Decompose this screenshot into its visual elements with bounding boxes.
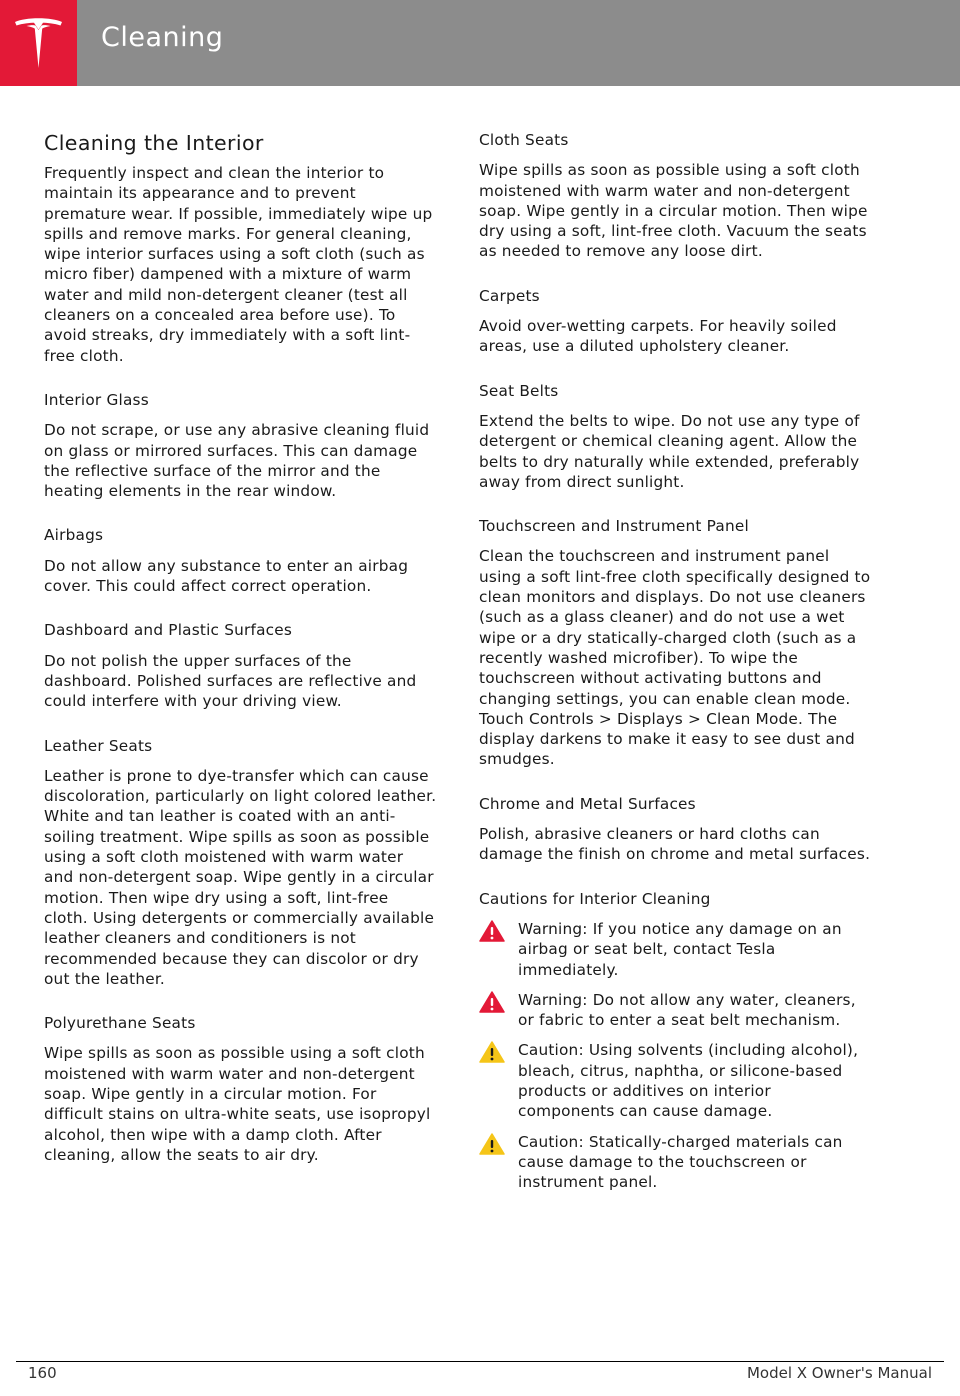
- warning-notice: [479, 990, 872, 1031]
- left-column: [44, 130, 437, 1189]
- paragraph-carpets: Avoid over-wetting carpets. For heavily soiled areas, use a diluted upholstery cleaner.: [479, 317, 837, 356]
- page-title: Cleaning: [101, 22, 224, 53]
- page-number: 160: [28, 1364, 57, 1382]
- intro-paragraph: Frequently inspect and clean the interior to maintain its appearance and to prevent premature wear. If possible, immediately wipe up spills and remove marks. For general cleaning, wipe interior surfaces using a soft cloth (such as micro fiber) dampened with a mixture of warm water and mild non-detergent cleaner (test all cleaners on a concealed area before use). To avoid streaks, dry immediately with a soft lint-free cloth.: [44, 164, 433, 365]
- warning-notice: [479, 919, 872, 980]
- subheading-cautions: Cautions for Interior Cleaning: [479, 889, 711, 908]
- subheading-interior-glass: Interior Glass: [44, 390, 149, 409]
- paragraph-chrome-metal: Polish, abrasive cleaners or hard cloths can damage the finish on chrome and metal surfaces.: [479, 825, 871, 864]
- paragraph-polyurethane-seats: Wipe spills as soon as possible using a soft cloth moistened with warm water and non-detergent soap. Wipe gently in a circular motion. For difficult stains on ultra-white seats, use isopropyl alcohol, then wipe with a damp cloth. After cleaning, allow the seats to air dry.: [44, 1044, 431, 1164]
- caution-notice: [479, 1040, 872, 1121]
- caution-icon: [479, 1041, 505, 1063]
- subheading-polyurethane-seats: Polyurethane Seats: [44, 1014, 196, 1033]
- page-header: [0, 0, 960, 86]
- warning-text: Warning: If you notice any damage on an airbag or seat belt, contact Tesla immediately.: [518, 919, 842, 979]
- footer-divider: [16, 1361, 944, 1362]
- tesla-logo-icon: [13, 15, 64, 71]
- subheading-airbags: Airbags: [44, 526, 104, 545]
- paragraph-seat-belts: Extend the belts to wipe. Do not use any type of detergent or chemical cleaning agent. Allow the belts to dry naturally while extended, preferably away from direct sunlight.: [479, 411, 860, 491]
- caution-notice: [479, 1132, 872, 1193]
- subheading-cloth-seats: Cloth Seats: [479, 131, 569, 149]
- subheading-touchscreen: Touchscreen and Instrument Panel: [479, 517, 749, 536]
- paragraph-leather-seats: Leather is prone to dye-transfer which can cause discoloration, particularly on light colored leather. White and tan leather is coated with an anti-soiling treatment. Wipe spills as soon as possible using a soft cloth moistened with warm water and non-detergent soap. Wipe gently in a circular motion. Then wipe dry using a soft, lint-free cloth. Using detergents or commercially available leather cleaners and conditioners is not recommended because they can discolor or dry out the leather.: [44, 766, 437, 988]
- paragraph-dashboard: Do not polish the upper surfaces of the dashboard. Polished surfaces are reflective and could interfere with your driving view.: [44, 651, 417, 711]
- paragraph-touchscreen: Clean the touchscreen and instrument panel using a soft lint-free cloth specifically designed to clean monitors and displays. Do not use cleaners (such as a glass cleaner) and do not use a wet wipe or a dry statically-charged cloth (such as a recently washed microfiber). To wipe the touchscreen without activating buttons and changing settings, you can enable clean mode. Touch Controls > Displays > Clean Mode. The display darkens to make it easy to see dust and smudges.: [479, 547, 871, 769]
- manual-name: Model X Owner's Manual: [746, 1364, 932, 1382]
- caution-icon: [479, 1133, 505, 1155]
- subheading-dashboard: Dashboard and Plastic Surfaces: [44, 621, 293, 640]
- paragraph-interior-glass: Do not scrape, or use any abrasive cleaning fluid on glass or mirrored surfaces. This can damage the reflective surface of the mirror and the heating elements in the rear window.: [44, 421, 430, 501]
- warning-icon: [479, 991, 505, 1013]
- paragraph-airbags: Do not allow any substance to enter an airbag cover. This could affect correct operation.: [44, 556, 409, 596]
- subheading-seat-belts: Seat Belts: [479, 381, 559, 400]
- warning-text: Warning: Do not allow any water, cleaners, or fabric to enter a seat belt mechanism.: [518, 990, 856, 1030]
- brand-logo-box: [0, 0, 77, 86]
- caution-text: Caution: Statically-charged materials can cause damage to the touchscreen or instrument panel.: [518, 1132, 843, 1192]
- caution-text: Caution: Using solvents (including alcohol), bleach, citrus, naphtha, or silicone-based products or additives on interior components can cause damage.: [518, 1041, 859, 1121]
- subheading-chrome-metal: Chrome and Metal Surfaces: [479, 794, 696, 813]
- warning-icon: [479, 920, 505, 942]
- subheading-carpets: Carpets: [479, 286, 540, 305]
- right-column: [479, 130, 872, 1202]
- subheading-leather-seats: Leather Seats: [44, 736, 153, 755]
- paragraph-cloth-seats: Wipe spills as soon as possible using a soft cloth moistened with warm water and non-detergent soap. Wipe gently in a circular motion. Then wipe dry using a soft, lint-free cloth. Vacuum the seats as needed to remove any loose dirt.: [479, 161, 868, 261]
- section-heading-cleaning-interior: Cleaning the Interior: [44, 131, 264, 155]
